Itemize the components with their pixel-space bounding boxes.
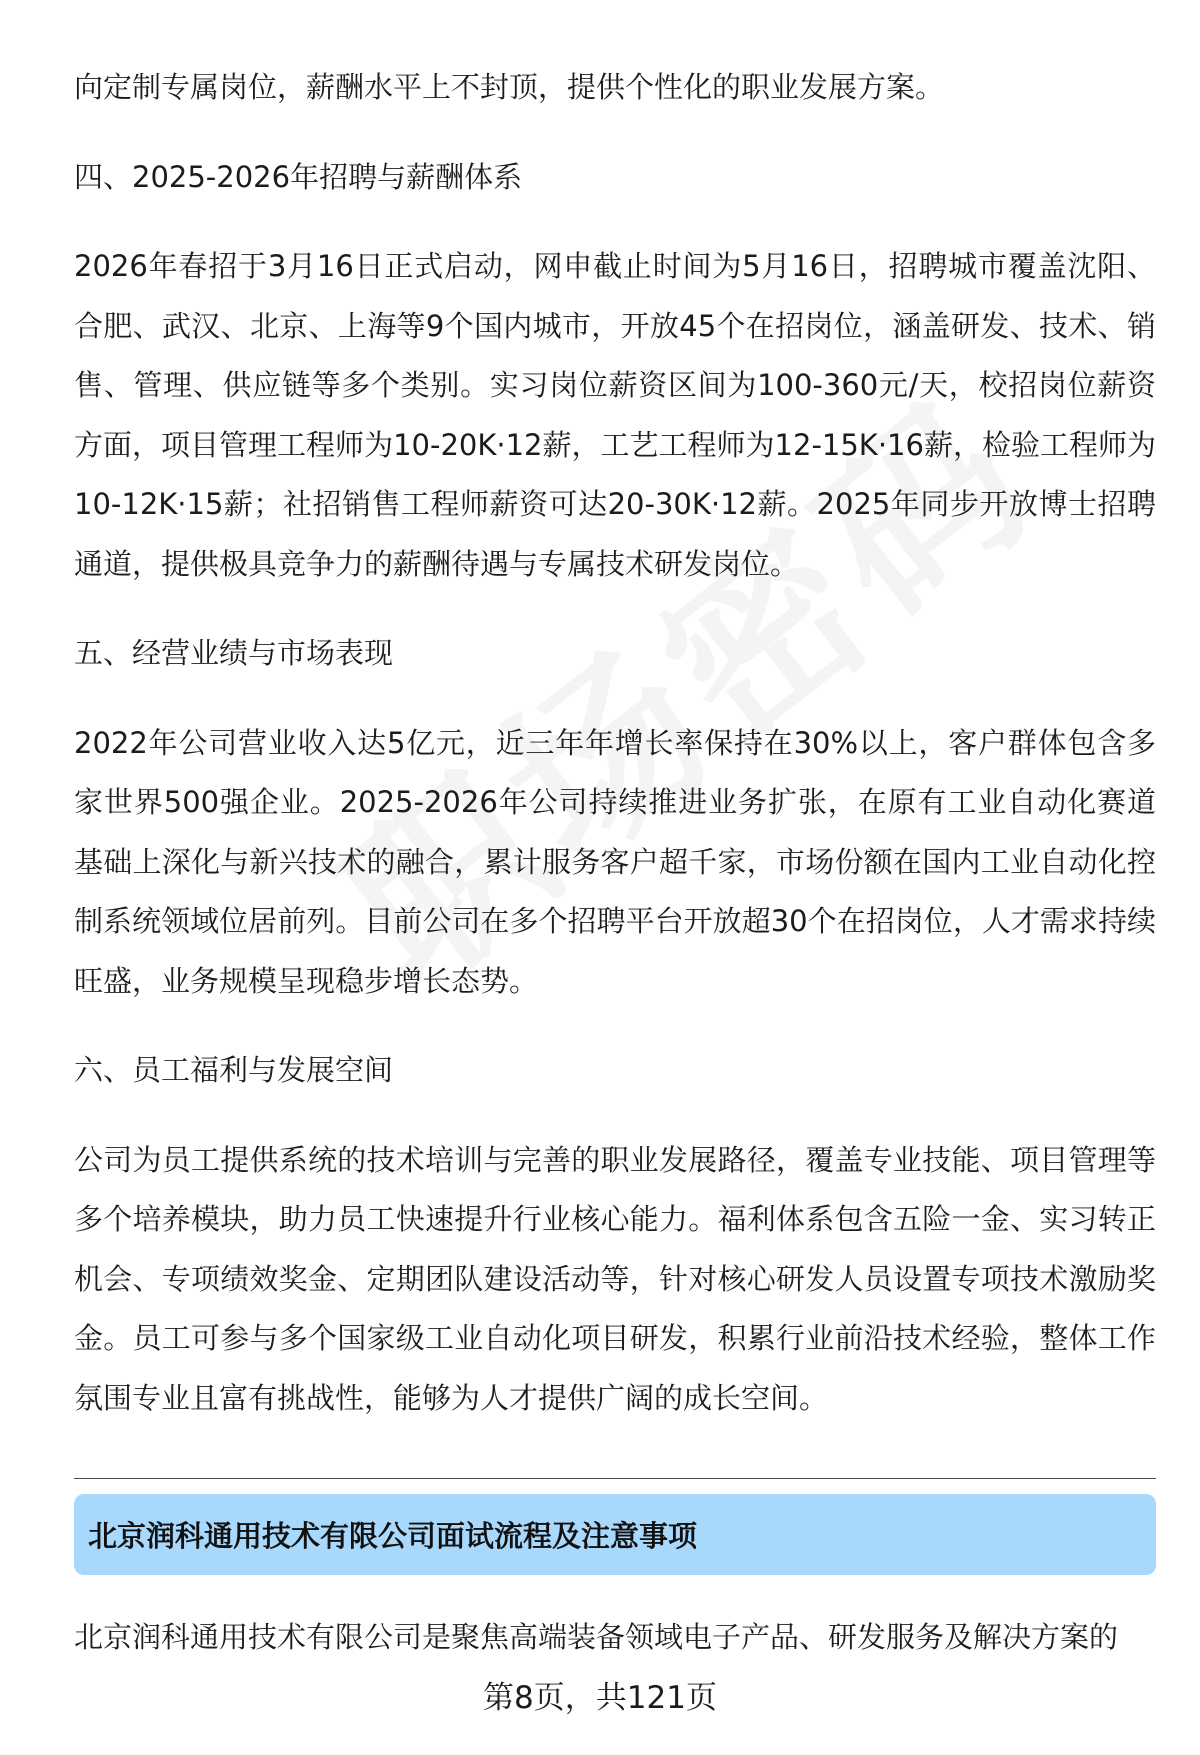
paragraph-business-performance: 2022年公司营业收入达5亿元，近三年年增长率保持在30%以上，客户群体包含多家世界500强企业。2025-2026年公司持续推进业务扩张，在原有工业自动化赛道基础上深化与新兴技术的融合，累计服务客户超千家，市场份额在国内工业自动化控制系统领域位居前列。目前公司在多个招聘平台开放超30个在招岗位，人才需求持续旺盛，业务规模呈现稳步增长态势。 <box>74 725 1156 998</box>
section-banner <box>74 1494 1156 1575</box>
heading-employee-benefits: 六、员工福利与发展空间 <box>74 1053 394 1087</box>
document-body <box>74 58 1156 1428</box>
heading-recruitment-salary: 四、2025-2026年招聘与薪酬体系 <box>74 159 523 194</box>
page-number: 第8页，共121页 <box>483 1680 717 1716</box>
section-title: 北京润科通用技术有限公司面试流程及注意事项 <box>88 1519 698 1553</box>
paragraph-employee-benefits: 公司为员工提供系统的技术培训与完善的职业发展路径，覆盖专业技能、项目管理等多个培养模块，助力员工快速提升行业核心能力。福利体系包含五险一金、实习转正机会、专项绩效奖金、定期团队建设活动等，针对核心研发人员设置专项技术激励奖金。员工可参与多个国家级工业自动化项目研发，积累行业前沿技术经验，整体工作氛围专业且富有挑战性，能够为人才提供广阔的成长空间。 <box>74 1142 1156 1415</box>
section-divider <box>74 1478 1156 1479</box>
paragraph-recruitment-salary: 2026年春招于3月16日正式启动，网申截止时间为5月16日，招聘城市覆盖沈阳、合肥、武汉、北京、上海等9个国内城市，开放45个在招岗位，涵盖研发、技术、销售、管理、供应链等多个类别。实习岗位薪资区间为100-360元/天，校招岗位薪资方面，项目管理工程师为10-20K·12薪，工艺工程师为12-15K·16薪，检验工程师为10-12K·15薪；社招销售工程师薪资可达20-30K·12薪。2025年同步开放博士招聘通道，提供极具竞争力的薪酬待遇与专属技术研发岗位。 <box>74 249 1156 581</box>
heading-business-performance: 五、经营业绩与市场表现 <box>74 636 394 670</box>
paragraph-continuation: 向定制专属岗位，薪酬水平上不封顶，提供个性化的职业发展方案。 <box>74 70 945 104</box>
section-intro: 北京润科通用技术有限公司是聚焦高端装备领域电子产品、研发服务及解决方案的 <box>74 1620 1119 1654</box>
